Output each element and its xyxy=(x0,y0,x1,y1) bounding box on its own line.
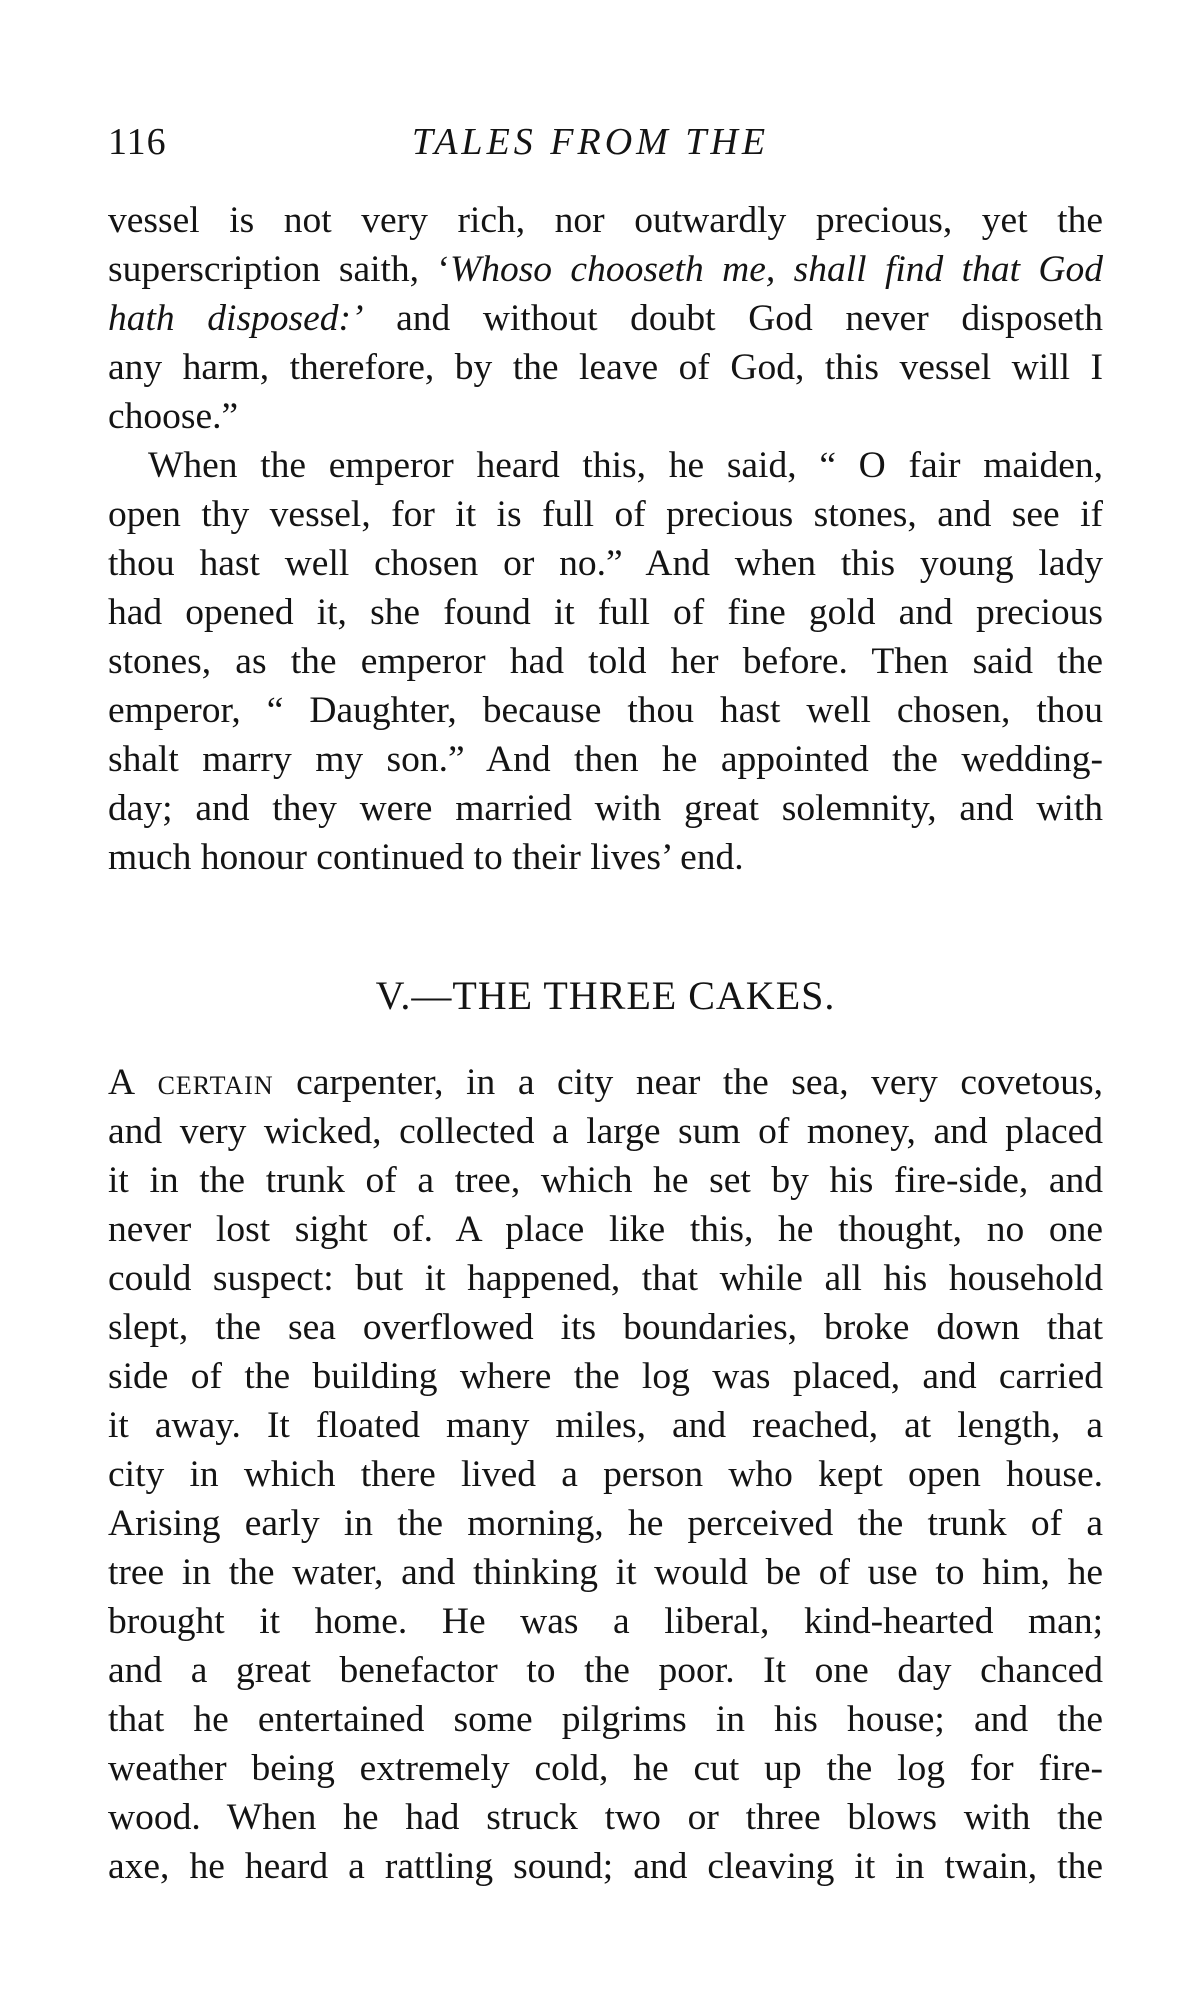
page-header xyxy=(108,112,1113,172)
text-segment: superscription saith, ‘ xyxy=(108,249,450,290)
text-line xyxy=(108,245,1103,294)
text-segment: carpenter, in a city near the sea, very covetous, xyxy=(273,1062,1104,1103)
text-line: it away. It floated many miles, and reached, at length, a xyxy=(108,1405,1103,1446)
text-line xyxy=(108,294,1103,343)
italic-inscription: Whoso chooseth me, shall find that God xyxy=(449,249,1104,290)
text-line: and a great benefactor to the poor. It one day chanced xyxy=(108,1650,1103,1691)
text-line: shalt marry my son.” And then he appointed the wedding- xyxy=(108,739,1103,780)
text-line: had opened it, she found it full of fine gold and precious xyxy=(108,592,1103,633)
text-line: When the emperor heard this, he said, “ O fair maiden, xyxy=(148,445,1103,486)
text-line: that he entertained some pilgrims in his house; and the xyxy=(108,1699,1103,1740)
text-line: tree in the water, and thinking it would be of use to him, he xyxy=(108,1552,1103,1593)
text-line: could suspect: but it happened, that while all his household xyxy=(108,1258,1103,1299)
text-line: weather being extremely cold, he cut up the log for fire- xyxy=(108,1748,1103,1789)
text-line: any harm, therefore, by the leave of God, this vessel will I xyxy=(108,347,1103,388)
text-line: it in the trunk of a tree, which he set by his fire-side, and xyxy=(108,1160,1103,1201)
text-line: never lost sight of. A place like this, he thought, no one xyxy=(108,1209,1103,1250)
small-caps-opening: A certain xyxy=(108,1062,274,1103)
text-line: and very wicked, collected a large sum of money, and placed xyxy=(108,1111,1103,1152)
section-title: V.—THE THREE CAKES. xyxy=(375,973,836,1018)
text-line: day; and they were married with great solemnity, and with xyxy=(108,788,1103,829)
text-line: stones, as the emperor had told her before. Then said the xyxy=(108,641,1103,682)
page-number: 116 xyxy=(108,121,167,163)
text-line: side of the building where the log was placed, and carried xyxy=(108,1356,1103,1397)
text-line: vessel is not very rich, nor outwardly precious, yet the xyxy=(108,200,1103,241)
text-line: slept, the sea overflowed its boundaries, broke down that xyxy=(108,1307,1103,1348)
text-line: brought it home. He was a liberal, kind-hearted man; xyxy=(108,1601,1103,1642)
text-line: city in which there lived a person who kept open house. xyxy=(108,1454,1103,1495)
text-line: much honour continued to their lives’ end. xyxy=(108,837,744,878)
text-line: thou hast well chosen or no.” And when this young lady xyxy=(108,543,1103,584)
text-line: choose.” xyxy=(108,396,239,437)
text-line: axe, he heard a rattling sound; and cleaving it in twain, the xyxy=(108,1846,1103,1887)
text-line xyxy=(108,1058,1103,1107)
text-line: open thy vessel, for it is full of precious stones, and see if xyxy=(108,494,1103,535)
paragraph-continued xyxy=(108,196,1103,441)
text-segment: and without doubt God never disposeth xyxy=(363,298,1103,339)
text-line: emperor, “ Daughter, because thou hast well chosen, thou xyxy=(108,690,1103,731)
paragraph xyxy=(108,441,1103,882)
running-title: TALES FROM THE xyxy=(411,121,770,163)
text-line: wood. When he had struck two or three blows with the xyxy=(108,1797,1103,1838)
story-paragraph xyxy=(108,1058,1103,1891)
italic-inscription: hath disposed:’ xyxy=(108,298,364,339)
text-line: Arising early in the morning, he perceived the trunk of a xyxy=(108,1503,1103,1544)
